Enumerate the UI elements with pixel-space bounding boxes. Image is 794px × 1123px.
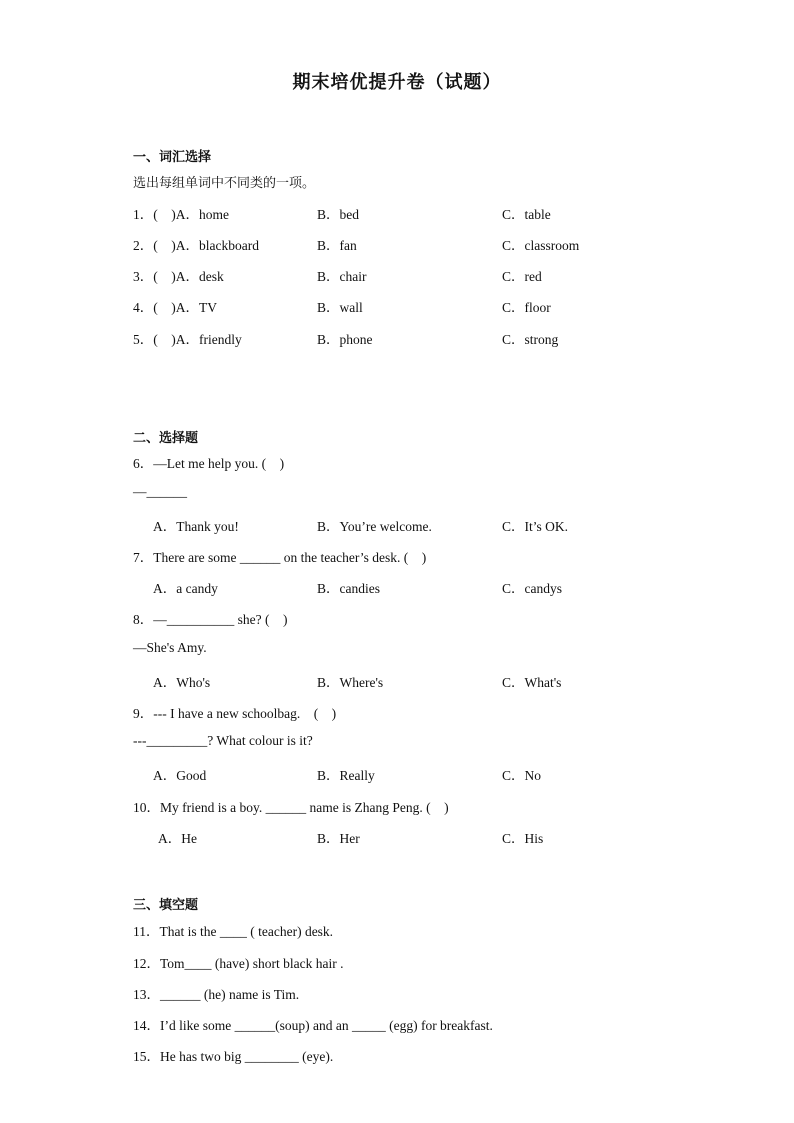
option-c: C．No (502, 768, 542, 783)
fill-blank-item: 12．Tom____ (have) short black hair . (133, 956, 344, 971)
option-b: B．Where's (317, 675, 384, 690)
option-c: C．What's (502, 675, 562, 690)
option-c: C．table (502, 207, 551, 222)
option-a: A．He (158, 831, 197, 846)
question-stem: 5．( )A．friendly (133, 332, 242, 347)
option-b: B．Really (317, 768, 375, 783)
question-stem: 1．( )A．home (133, 207, 229, 222)
question-stem: 4．( )A．TV (133, 300, 217, 315)
section-heading-vocab: 一、词汇选择 (133, 150, 212, 165)
option-a: A．a candy (153, 581, 218, 596)
fill-blank-item: 14．I’d like some ______(soup) and an _____ (egg) for breakfast. (133, 1018, 493, 1033)
question-stem: 2．( )A．blackboard (133, 238, 259, 253)
question-reply: —______ (133, 484, 187, 499)
question-stem: 9．--- I have a new schoolbag. ( ) (133, 706, 337, 721)
option-c: C．His (502, 831, 544, 846)
question-stem: 6．—Let me help you. ( ) (133, 456, 285, 471)
page-title: 期末培优提升卷（试题） (292, 72, 502, 93)
question-reply: —She's Amy. (133, 640, 207, 655)
section-heading-choice: 二、选择题 (133, 431, 199, 446)
question-stem: 3．( )A．desk (133, 269, 224, 284)
option-b: B．wall (317, 300, 363, 315)
fill-blank-item: 11．That is the ____ ( teacher) desk. (133, 924, 334, 939)
fill-blank-item: 13．______ (he) name is Tim. (133, 987, 300, 1002)
option-a: A．Who's (153, 675, 211, 690)
section-instruction: 选出每组单词中不同类的一项。 (133, 176, 316, 191)
option-b: B．chair (317, 269, 367, 284)
question-stem: 8．—__________ she? ( ) (133, 612, 288, 627)
option-a: A．Good (153, 768, 207, 783)
option-b: B．candies (317, 581, 380, 596)
option-a: A．Thank you! (153, 519, 239, 534)
option-b: B．You’re welcome. (317, 519, 432, 534)
option-c: C．red (502, 269, 542, 284)
section-heading-fill: 三、填空题 (133, 898, 199, 913)
option-c: C．floor (502, 300, 551, 315)
question-reply: ---_________? What colour is it? (133, 733, 313, 748)
option-b: B．phone (317, 332, 373, 347)
question-stem: 7．There are some ______ on the teacher’s desk. ( ) (133, 550, 427, 565)
fill-blank-item: 15．He has two big ________ (eye). (133, 1049, 334, 1064)
option-c: C．classroom (502, 238, 580, 253)
option-c: C．It’s OK. (502, 519, 569, 534)
option-b: B．fan (317, 238, 357, 253)
option-b: B．bed (317, 207, 359, 222)
question-stem: 10．My friend is a boy. ______ name is Zhang Peng. ( ) (133, 800, 449, 815)
option-c: C．strong (502, 332, 559, 347)
option-c: C．candys (502, 581, 562, 596)
option-b: B．Her (317, 831, 360, 846)
